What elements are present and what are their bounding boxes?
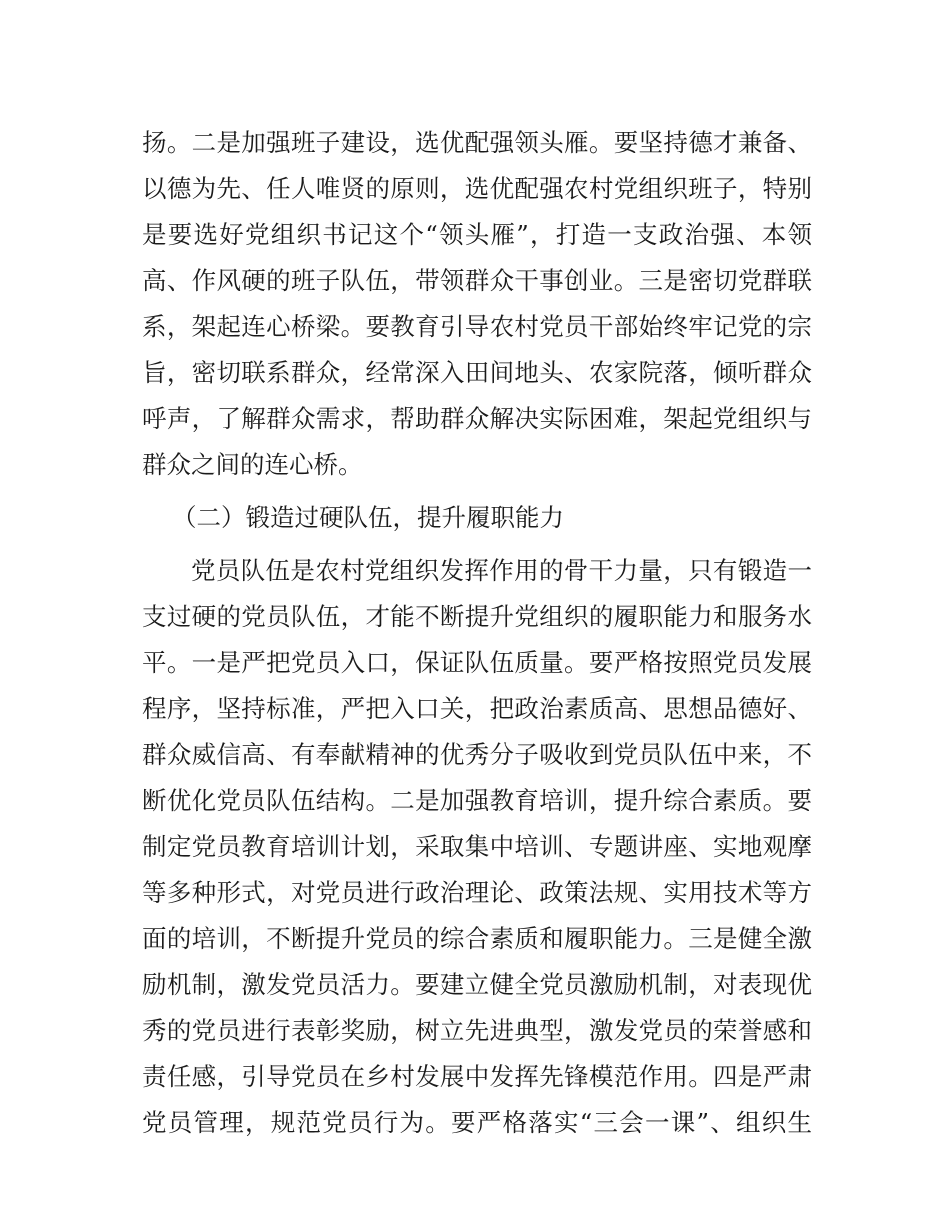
paragraph-line: 高、作风硬的班子队伍，带领群众干事创业。三是密切党群联	[142, 266, 812, 295]
paragraph-line: 支过硬的党员队伍，才能不断提升党组织的履职能力和服务水	[142, 602, 812, 631]
paragraph-line: 呼声，了解群众需求，帮助群众解决实际困难，架起党组织与	[142, 404, 812, 433]
paragraph-line: 秀的党员进行表彰奖励，树立先进典型，激发党员的荣誉感和	[142, 1016, 812, 1045]
paragraph-line: 责任感，引导党员在乡村发展中发挥先锋模范作用。四是严肃	[142, 1062, 812, 1091]
paragraph-line: 是要选好党组织书记这个“领头雁”，打造一支政治强、本领	[142, 220, 812, 249]
paragraph-line: 系，架起连心桥梁。要教育引导农村党员干部始终牢记党的宗	[142, 312, 812, 341]
paragraph-2	[142, 548, 812, 1146]
paragraph-line: 励机制，激发党员活力。要建立健全党员激励机制，对表现优	[142, 970, 812, 999]
paragraph-line: 断优化党员队伍结构。二是加强教育培训，提升综合素质。要	[142, 786, 812, 815]
paragraph-line: 群众之间的连心桥。	[142, 450, 363, 479]
paragraph-line: 扬。二是加强班子建设，选优配强领头雁。要坚持德才兼备、	[142, 128, 812, 157]
paragraph-line: 党员队伍是农村党组织发挥作用的骨干力量，只有锻造一	[191, 556, 812, 585]
paragraph-line: 平。一是严把党员入口，保证队伍质量。要严格按照党员发展	[142, 648, 812, 677]
paragraph-line: 面的培训，不断提升党员的综合素质和履职能力。三是健全激	[142, 924, 812, 953]
paragraph-line: 党员管理，规范党员行为。要严格落实“三会一课”、组织生	[142, 1108, 812, 1137]
paragraph-line: 程序，坚持标准，严把入口关，把政治素质高、思想品德好、	[142, 694, 812, 723]
paragraph-line: 旨，密切联系群众，经常深入田间地头、农家院落，倾听群众	[142, 358, 812, 387]
section-heading: （二）锻造过硬队伍，提升履职能力	[172, 503, 564, 532]
paragraph-line: 制定党员教育培训计划，采取集中培训、专题讲座、实地观摩	[142, 832, 812, 861]
paragraph-line: 群众威信高、有奉献精神的优秀分子吸收到党员队伍中来，不	[142, 740, 812, 769]
paragraph-line: 以德为先、任人唯贤的原则，选优配强农村党组织班子，特别	[142, 174, 812, 203]
paragraph-line: 等多种形式，对党员进行政治理论、政策法规、实用技术等方	[142, 878, 812, 907]
document-body	[142, 120, 812, 1146]
paragraph-1	[142, 120, 812, 488]
